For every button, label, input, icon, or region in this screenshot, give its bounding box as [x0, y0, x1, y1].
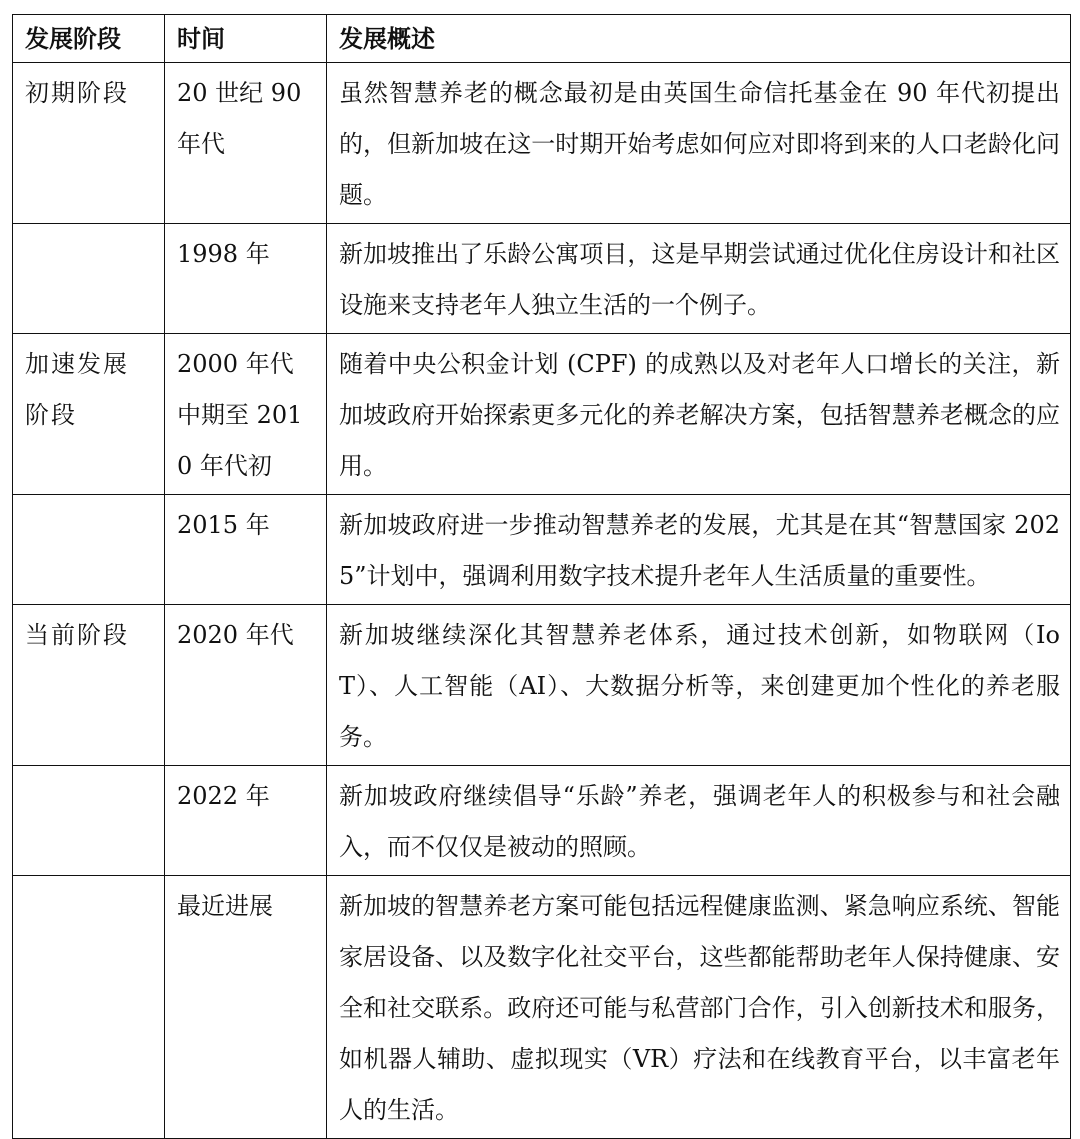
- overview-cell: 随着中央公积金计划 (CPF) 的成熟以及对老年人口增长的关注，新加坡政府开始探索更多元化的养老解决方案，包括智慧养老概念的应用。: [327, 334, 1071, 495]
- stage-cell: 加速发展阶段: [13, 334, 165, 495]
- header-stage: 发展阶段: [13, 15, 165, 63]
- table-row: [13, 224, 1071, 334]
- header-overview: 发展概述: [327, 15, 1071, 63]
- stage-cell: 初期阶段: [13, 63, 165, 224]
- table-row: [13, 495, 1071, 605]
- stage-cell: [13, 876, 165, 1139]
- stage-cell: [13, 495, 165, 605]
- table-row: [13, 63, 1071, 224]
- time-cell: 20 世纪 90 年代: [165, 63, 327, 224]
- overview-cell: 新加坡的智慧养老方案可能包括远程健康监测、紧急响应系统、智能家居设备、以及数字化社交平台，这些都能帮助老年人保持健康、安全和社交联系。政府还可能与私营部门合作，引入创新技术和服务，如机器人辅助、虚拟现实（VR）疗法和在线教育平台，以丰富老年人的生活。: [327, 876, 1071, 1139]
- table-row: [13, 766, 1071, 876]
- time-cell: 2022 年: [165, 766, 327, 876]
- stage-cell: [13, 224, 165, 334]
- development-stages-table: [12, 14, 1071, 1139]
- overview-cell: 虽然智慧养老的概念最初是由英国生命信托基金在 90 年代初提出的，但新加坡在这一时期开始考虑如何应对即将到来的人口老龄化问题。: [327, 63, 1071, 224]
- overview-cell: 新加坡政府进一步推动智慧养老的发展，尤其是在其“智慧国家 2025”计划中，强调利用数字技术提升老年人生活质量的重要性。: [327, 495, 1071, 605]
- table-row: [13, 876, 1071, 1139]
- overview-cell: 新加坡推出了乐龄公寓项目，这是早期尝试通过优化住房设计和社区设施来支持老年人独立生活的一个例子。: [327, 224, 1071, 334]
- time-cell: 2020 年代: [165, 605, 327, 766]
- stage-cell: [13, 766, 165, 876]
- time-cell: 1998 年: [165, 224, 327, 334]
- header-time: 时间: [165, 15, 327, 63]
- time-cell: 最近进展: [165, 876, 327, 1139]
- table-row: [13, 334, 1071, 495]
- time-cell: 2015 年: [165, 495, 327, 605]
- time-cell: 2000 年代中期至 2010 年代初: [165, 334, 327, 495]
- table-header-row: [13, 15, 1071, 63]
- overview-cell: 新加坡继续深化其智慧养老体系，通过技术创新，如物联网（IoT）、人工智能（AI）、大数据分析等，来创建更加个性化的养老服务。: [327, 605, 1071, 766]
- stage-cell: 当前阶段: [13, 605, 165, 766]
- table-row: [13, 605, 1071, 766]
- overview-cell: 新加坡政府继续倡导“乐龄”养老，强调老年人的积极参与和社会融入，而不仅仅是被动的照顾。: [327, 766, 1071, 876]
